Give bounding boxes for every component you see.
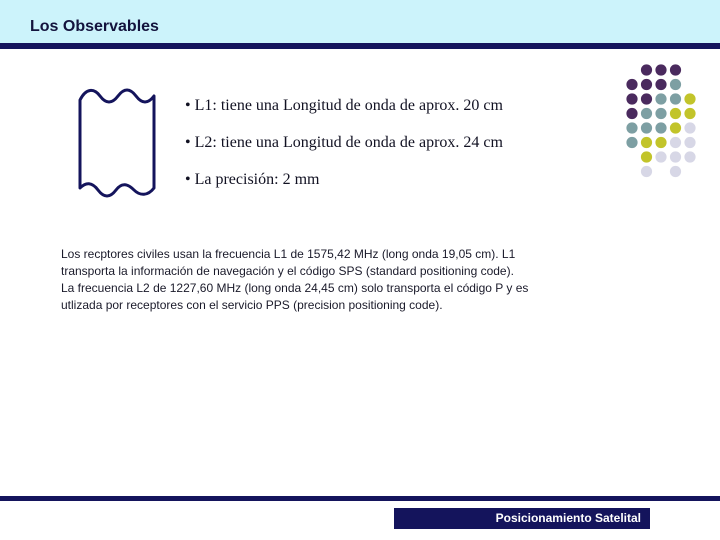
dot bbox=[655, 122, 666, 133]
dot bbox=[641, 151, 652, 162]
dot bbox=[655, 108, 666, 119]
decorative-dot-grid bbox=[622, 62, 702, 182]
footer-label: Posicionamiento Satelital bbox=[394, 508, 650, 529]
dot bbox=[641, 64, 652, 75]
dot bbox=[670, 151, 681, 162]
bottom-rule bbox=[0, 496, 720, 501]
dot bbox=[684, 137, 695, 148]
top-rule bbox=[0, 43, 720, 49]
dot bbox=[626, 137, 637, 148]
dot bbox=[641, 108, 652, 119]
dot bbox=[670, 64, 681, 75]
dot bbox=[626, 93, 637, 104]
paragraph-line: transporta la información de navegación y el código SPS (standard positioning code). bbox=[61, 264, 514, 278]
dot bbox=[655, 137, 666, 148]
dot bbox=[655, 64, 666, 75]
title-bar bbox=[0, 0, 720, 44]
dot-grid-icon bbox=[626, 64, 695, 177]
dot bbox=[684, 93, 695, 104]
dot bbox=[641, 137, 652, 148]
dot bbox=[641, 79, 652, 90]
paragraph-line: utlizada por receptores con el servicio PPS (precision positioning code). bbox=[61, 298, 443, 312]
dot bbox=[626, 79, 637, 90]
paragraph-line: Los recptores civiles usan la frecuencia L1 de 1575,42 MHz (long onda 19,05 cm). L1 bbox=[61, 247, 516, 261]
dot bbox=[641, 122, 652, 133]
dot bbox=[626, 122, 637, 133]
description-paragraph bbox=[61, 246, 621, 314]
bullet-list bbox=[185, 96, 503, 207]
dot bbox=[655, 151, 666, 162]
dot bbox=[684, 122, 695, 133]
dot bbox=[626, 108, 637, 119]
wave-frame-icon bbox=[74, 86, 164, 202]
dot bbox=[684, 151, 695, 162]
dot bbox=[641, 166, 652, 177]
dot bbox=[670, 122, 681, 133]
dot bbox=[655, 93, 666, 104]
dot bbox=[670, 108, 681, 119]
dot bbox=[670, 166, 681, 177]
dot bbox=[670, 79, 681, 90]
dot bbox=[670, 93, 681, 104]
bullet-precision: • La precisión: 2 mm bbox=[185, 171, 320, 188]
dot bbox=[641, 93, 652, 104]
bullet-l1: • L1: tiene una Longitud de onda de aprox. 20 cm bbox=[185, 97, 503, 114]
bullet-l2: • L2: tiene una Longitud de onda de aprox. 24 cm bbox=[185, 134, 503, 151]
slide-title: Los Observables bbox=[30, 18, 159, 35]
dot bbox=[655, 79, 666, 90]
dot bbox=[684, 108, 695, 119]
dot bbox=[670, 137, 681, 148]
paragraph-line: La frecuencia L2 de 1227,60 MHz (long onda 24,45 cm) solo transporta el código P y es bbox=[61, 281, 529, 295]
